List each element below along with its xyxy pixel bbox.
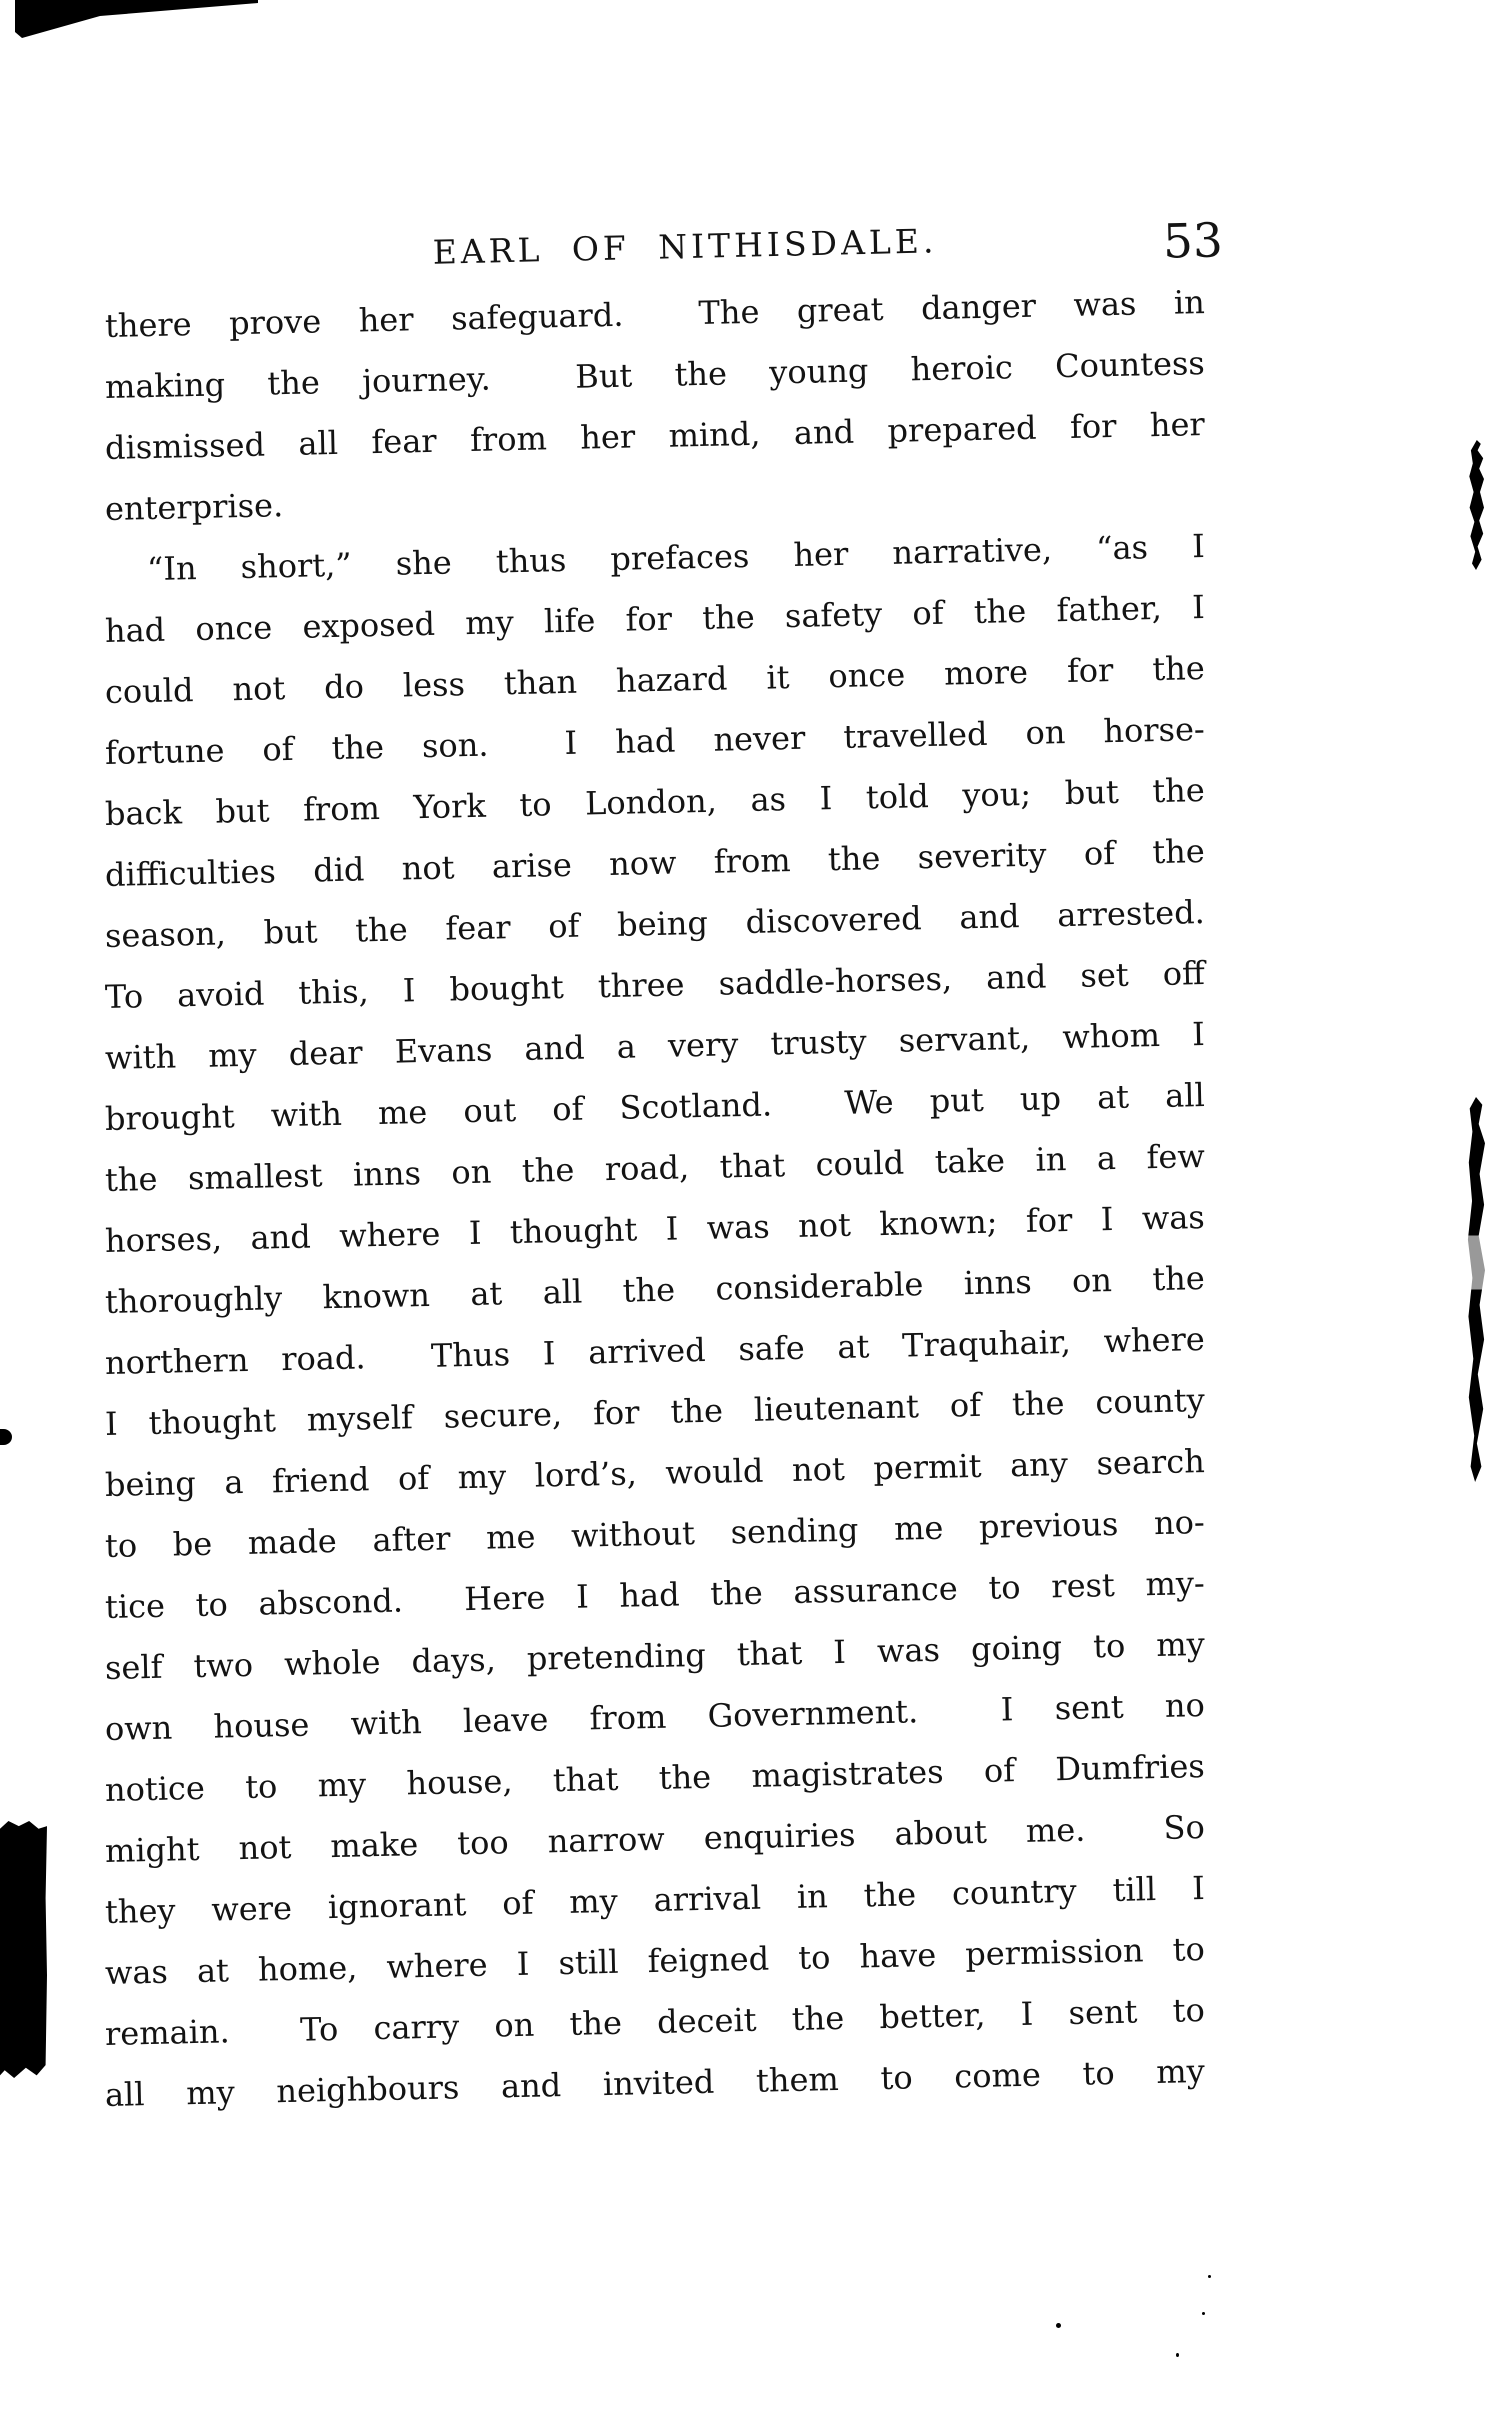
text-line: “In short,” she thus prefaces her narrative, “as I: [146, 527, 1206, 589]
text-line: horses, and where I thought I was not known; for I was: [104, 1198, 1206, 1260]
left-edge-scan-blob: [0, 1429, 12, 1445]
right-edge-scan-streak-upper: [1468, 440, 1484, 570]
page-number: 53: [1162, 213, 1224, 270]
chapter-running-title: EARL OF NITHISDALE.: [432, 221, 938, 272]
right-edge-scan-streak-lower: [1467, 1097, 1485, 1482]
text-line: brought with me out of Scotland. We put up at all: [104, 1076, 1206, 1138]
dust-speck: [1208, 2275, 1211, 2278]
text-line: season, but the fear of being discovered and arrested.: [104, 893, 1206, 955]
dust-speck: [1056, 2323, 1061, 2328]
text-line: I thought myself secure, for the lieutenant of the county: [104, 1381, 1206, 1443]
text-line: northern road. Thus I arrived safe at Traquhair, where: [104, 1320, 1206, 1382]
text-line: enterprise.: [104, 486, 284, 528]
text-line: the smallest inns on the road, that could take in a few: [104, 1137, 1206, 1199]
text-line: being a friend of my lord’s, would not permit any search: [104, 1442, 1206, 1504]
text-line: remain. To carry on the deceit the better, I sent to: [104, 1991, 1206, 2053]
text-line: notice to my house, that the magistrates of Dumfries: [104, 1747, 1206, 1809]
text-line: fortune of the son. I had never travelled on horse-: [104, 710, 1206, 772]
text-line: was at home, where I still feigned to have permission to: [104, 1930, 1206, 1992]
dust-speck: [1202, 2312, 1205, 2315]
body-text: [104, 283, 1206, 2126]
text-line: self two whole days, pretending that I was going to my: [104, 1625, 1206, 1687]
text-line: making the journey. But the young heroic Countess: [104, 344, 1206, 406]
left-edge-scan-bar: [0, 1821, 47, 2078]
text-line: with my dear Evans and a very trusty servant, whom I: [104, 1015, 1206, 1077]
text-line: difficulties did not arise now from the severity of the: [104, 832, 1206, 894]
text-line: tice to abscond. Here I had the assurance to rest my-: [104, 1564, 1206, 1626]
text-line: back but from York to London, as I told you; but the: [104, 771, 1206, 833]
text-line: might not make too narrow enquiries about me. So: [104, 1808, 1206, 1870]
top-left-scan-smudge: [0, 0, 258, 40]
text-line: To avoid this, I bought three saddle-horses, and set off: [104, 954, 1206, 1016]
dust-speck: [1176, 2353, 1179, 2357]
text-line: they were ignorant of my arrival in the country till I: [104, 1869, 1206, 1931]
text-line: thoroughly known at all the considerable inns on the: [104, 1259, 1206, 1321]
text-line: there prove her safeguard. The great danger was in: [104, 283, 1206, 345]
text-line: had once exposed my life for the safety of the father, I: [104, 588, 1206, 650]
text-line: could not do less than hazard it once more for the: [104, 649, 1206, 711]
text-line: all my neighbours and invited them to come to my: [104, 2052, 1206, 2114]
text-line: to be made after me without sending me previous no-: [104, 1503, 1206, 1565]
text-line: own house with leave from Government. I sent no: [104, 1686, 1206, 1748]
text-line: dismissed all fear from her mind, and prepared for her: [104, 405, 1206, 467]
